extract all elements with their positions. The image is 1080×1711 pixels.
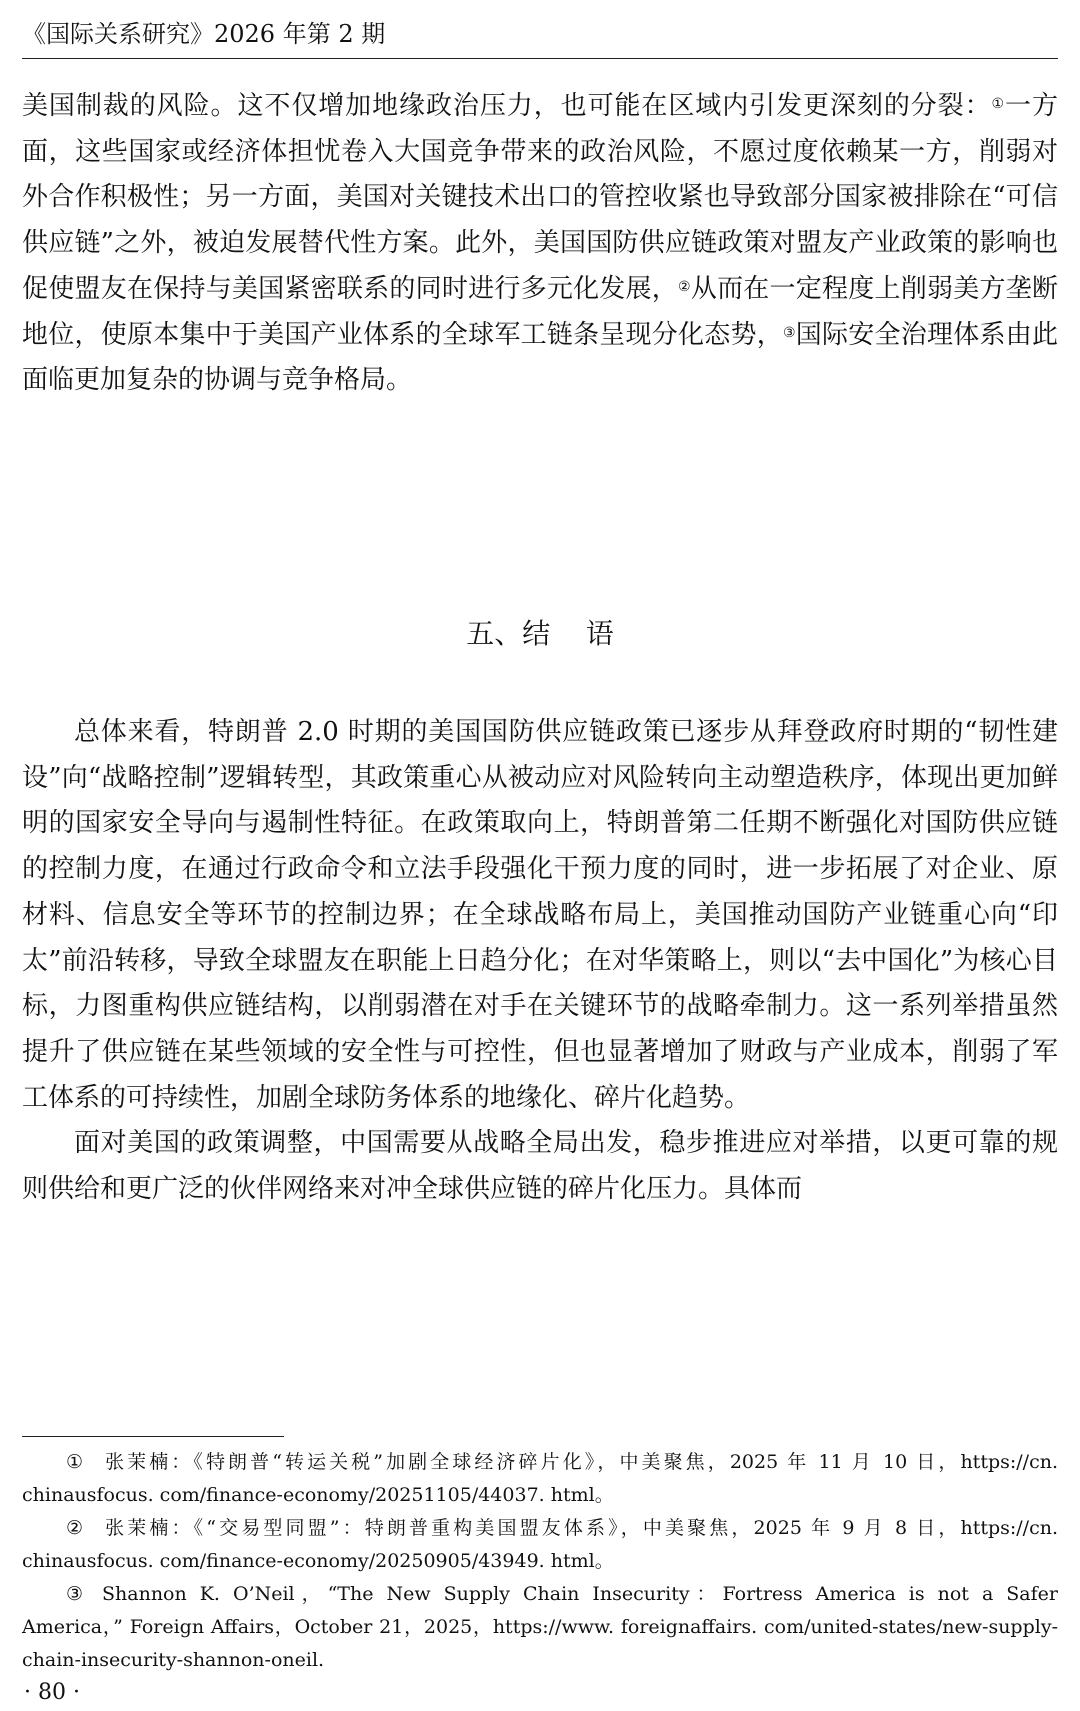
footnote-divider [22, 1436, 284, 1437]
paragraph-1-text-d: 国际安全治理体系由此面临更加复杂的协调与竞争格局。 [22, 319, 1058, 396]
paragraph-3: 面对美国的政策调整，中国需要从战略全局出发，稳步推进应对举措，以更可靠的规则供给和更广泛的伙伴网络来对冲全球供应链的碎片化压力。具体而 [22, 1128, 1058, 1205]
footnotes [22, 1446, 1058, 1677]
footnote-ref-3[interactable]: ③ [783, 324, 796, 341]
section-heading: 五、结 语 [466, 617, 614, 650]
paragraph-2: 总体来看，特朗普 2.0 时期的美国国防供应链政策已逐步从拜登政府时期的“韧性建设”向“战略控制”逻辑转型，其政策重心从被动应对风险转向主动塑造秩序，体现出更加鲜明的国家安全导向与遏制性特征。在政策取向上，特朗普第二任期不断强化对国防供应链的控制力度，在通过行政命令和立法手段强化干预力度的同时，进一步拓展了对企业、原材料、信息安全等环节的控制边界；在全球战略布局上，美国推动国防产业链重心向“印太”前沿转移，导致全球盟友在职能上日趋分化；在对华策略上，则以“去中国化”为核心目标，力图重构供应链结构，以削弱潜在对手在关键环节的战略牵制力。这一系列举措虽然提升了供应链在某些领域的安全性与可控性，但也显著增加了财政与产业成本，削弱了军工体系的可持续性，加剧全球防务体系的地缘化、碎片化趋势。 [22, 717, 1058, 1113]
page-number: · 80 · [24, 1680, 80, 1705]
footnote-ref-1[interactable]: ① [991, 96, 1006, 112]
footnote-text-3: Shannon K. O’Neil，“The New Supply Chain Insecurity：Fortress America is not a Safer America，” Foreign Affairs，October 21，2025，https://www. foreignaffairs. com/united-states/new-supply-chain-insecurity-shannon-oneil. [22, 1583, 1058, 1671]
footnote-2 [22, 1512, 1058, 1578]
paragraph-1-text-c: 从而在一定程度上削弱美方垄断地位，使原本集中于美国产业体系的全球军工链条呈现分化态势， [22, 273, 1058, 350]
footnote-number-1: ① [66, 1451, 84, 1473]
footnote-text-2: 张茉楠：《“交易型同盟”：特朗普重构美国盟友体系》，中美聚焦，2025 年 9 月 8 日，https://cn. chinausfocus. com/finance-economy/20250905/43949. html。 [22, 1517, 1058, 1572]
footnote-ref-2[interactable]: ② [678, 278, 691, 295]
footnote-number-2: ② [66, 1517, 84, 1539]
footnote-number-3: ③ [66, 1583, 84, 1605]
paragraph-1 [22, 84, 1058, 404]
paragraph-1-block [22, 84, 1058, 404]
footnote-1 [22, 1446, 1058, 1512]
footnote-text-1: 张茉楠：《特朗普“转运关税”加剧全球经济碎片化》，中美聚焦，2025 年 11 月 10 日，https://cn. chinausfocus. com/finance-economy/20251105/44037. html。 [22, 1451, 1058, 1506]
conclusion-block [22, 710, 1058, 1213]
running-header: 《国际关系研究》2026 年第 2 期 [22, 20, 386, 48]
paragraph-1-text-b: 一方面，这些国家或经济体担忧卷入大国竞争带来的政治风险，不愿过度依赖某一方，削弱对外合作积极性；另一方面，美国对关键技术出口的管控收紧也导致部分国家被排除在“可信供应链”之外，被迫发展替代性方案。此外，美国国防供应链政策对盟友产业政策的影响也促使盟友在保持与美国紧密联系的同时进行多元化发展， [22, 91, 1058, 304]
paragraph-1-text-a: 美国制裁的风险。这不仅增加地缘政治压力，也可能在区域内引发更深刻的分裂： [22, 91, 992, 121]
footnote-3 [22, 1578, 1058, 1677]
header-divider [22, 58, 1058, 59]
